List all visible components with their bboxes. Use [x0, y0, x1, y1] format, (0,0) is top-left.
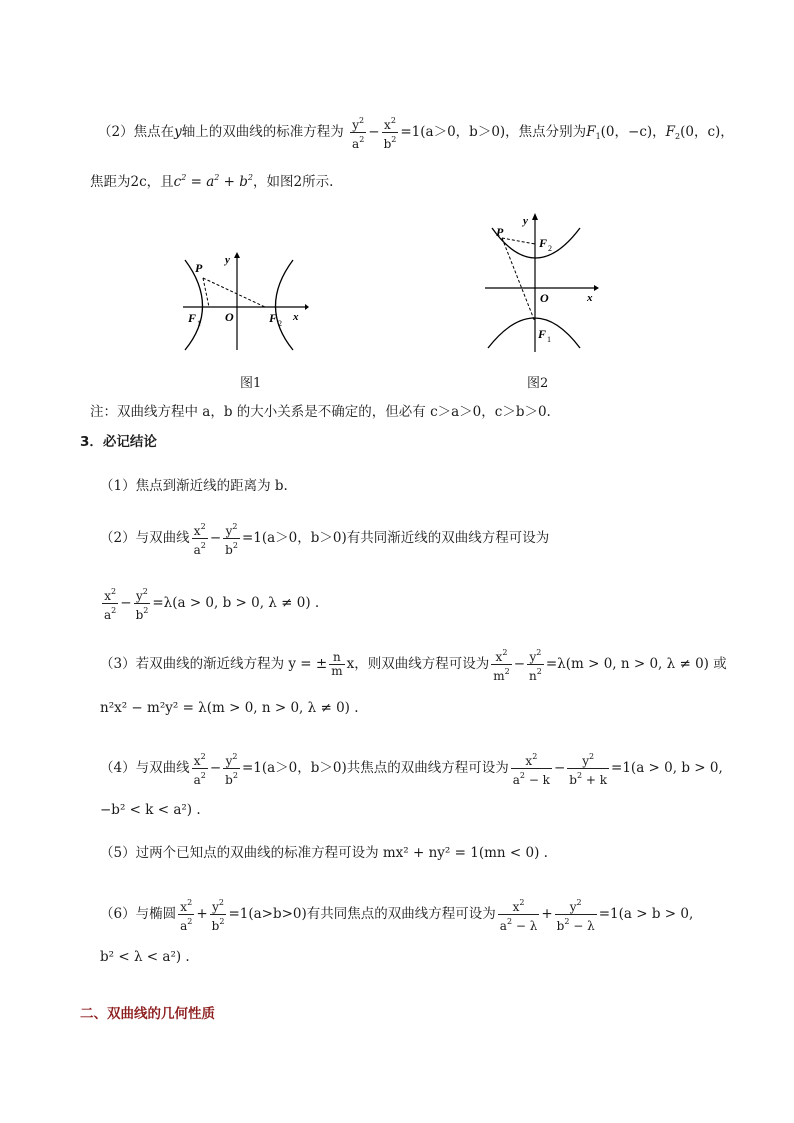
svg-text:2: 2	[278, 319, 282, 328]
item-3-line1: （3）若双曲线的渐近线方程为 y = ± $\frac{n}{m}$ x，则双曲线方程可设为 $\frac{x^2}{m^2}$ − $\frac{y^2}{n^2}$ =λ(m > 0, n > 0, λ ≠ 0) 或	[100, 648, 727, 683]
svg-text:1: 1	[197, 319, 201, 328]
figure2-label-y: y	[523, 215, 528, 227]
item-2-line1: （2）与双曲线 $\frac{x^2}{a^2}$ − $\frac{y^2}{b^2}$ =1(a＞0，b＞0)有共同渐近线的双曲线方程可设为	[100, 522, 550, 557]
section2-line2: 焦距为2c，且$c^2 = a^2 + b^2$，如图2所示.	[90, 173, 334, 190]
figure2-label-F2: F	[539, 236, 548, 250]
figure1-hyperbola-diagram	[175, 250, 310, 355]
item-3-line2: n²x² − m²y² = λ(m > 0, n > 0, λ ≠ 0) .	[100, 700, 359, 716]
figure1-label-F2: F	[269, 311, 278, 325]
figure1-label-y: y	[225, 254, 230, 266]
item-6-line2: b² < λ < a²) .	[100, 949, 190, 965]
fraction-x2-b2: $\frac{x^2}{b^2}$	[383, 116, 397, 151]
figure2-label-F1: F	[538, 327, 547, 341]
heading-geometric-properties: 二、双曲线的几何性质	[80, 1006, 215, 1022]
item-5: （5）过两个已知点的双曲线的标准方程可设为 mx² + ny² = 1(mn < 0) .	[100, 845, 548, 861]
figure1-label-O: O	[225, 310, 234, 324]
item-2-line2: $\frac{x^2}{a^2}$ − $\frac{y^2}{b^2}$ =λ(a > 0, b > 0, λ ≠ 0) .	[104, 587, 320, 622]
figure1-label-P: P	[195, 261, 203, 275]
figure2-label-P: P	[496, 225, 504, 239]
figure2-label-x: x	[587, 292, 593, 304]
svg-text:2: 2	[548, 244, 552, 253]
section2-line1: （2）焦点在y轴上的双曲线的标准方程为 $\frac{y^2}{a^2}$ − $\frac{x^2}{b^2}$ =1(a＞0，b＞0)，焦点分别为$F_1(0$，−c)，$F_2(0$，c)，	[98, 116, 734, 151]
item-4-line1: （4）与双曲线 $\frac{x^2}{a^2}$ − $\frac{y^2}{b^2}$ =1(a＞0，b＞0)共焦点的双曲线方程可设为 $\frac{x^2}{a^2 - k}$ − $\frac{y^2}{b^2 + k}$ =1(a > 0, b > 0,	[100, 752, 723, 787]
figure1-label-F1: F	[188, 311, 197, 325]
item-6-line1: （6）与椭圆 $\frac{x^2}{a^2}$ + $\frac{y^2}{b^2}$ =1(a>b>0)有共同焦点的双曲线方程可设为 $\frac{x^2}{a^2 - \lambda}$ + $\frac{y^2}{b^2 - \lambda}$ =1(a > b > 0,	[100, 898, 694, 933]
fraction-y2-a2: $\frac{y^2}{a^2}$	[352, 116, 365, 151]
figure2-hyperbola-diagram	[480, 210, 605, 355]
figure2-caption: 图2	[527, 376, 549, 391]
figure1-caption: 图1	[240, 376, 262, 391]
figure2-label-O: O	[540, 291, 549, 305]
item-4-line2: −b² < k < a²) .	[100, 802, 201, 818]
heading-3: 3．必记结论	[80, 434, 157, 450]
figure1-label-x: x	[293, 311, 299, 323]
item-1: （1）焦点到渐近线的距离为 b.	[100, 478, 288, 494]
note-text: 注：双曲线方程中 a，b 的大小关系是不确定的，但必有 c＞a＞0，c＞b＞0.	[90, 404, 551, 420]
svg-text:1: 1	[547, 335, 551, 344]
